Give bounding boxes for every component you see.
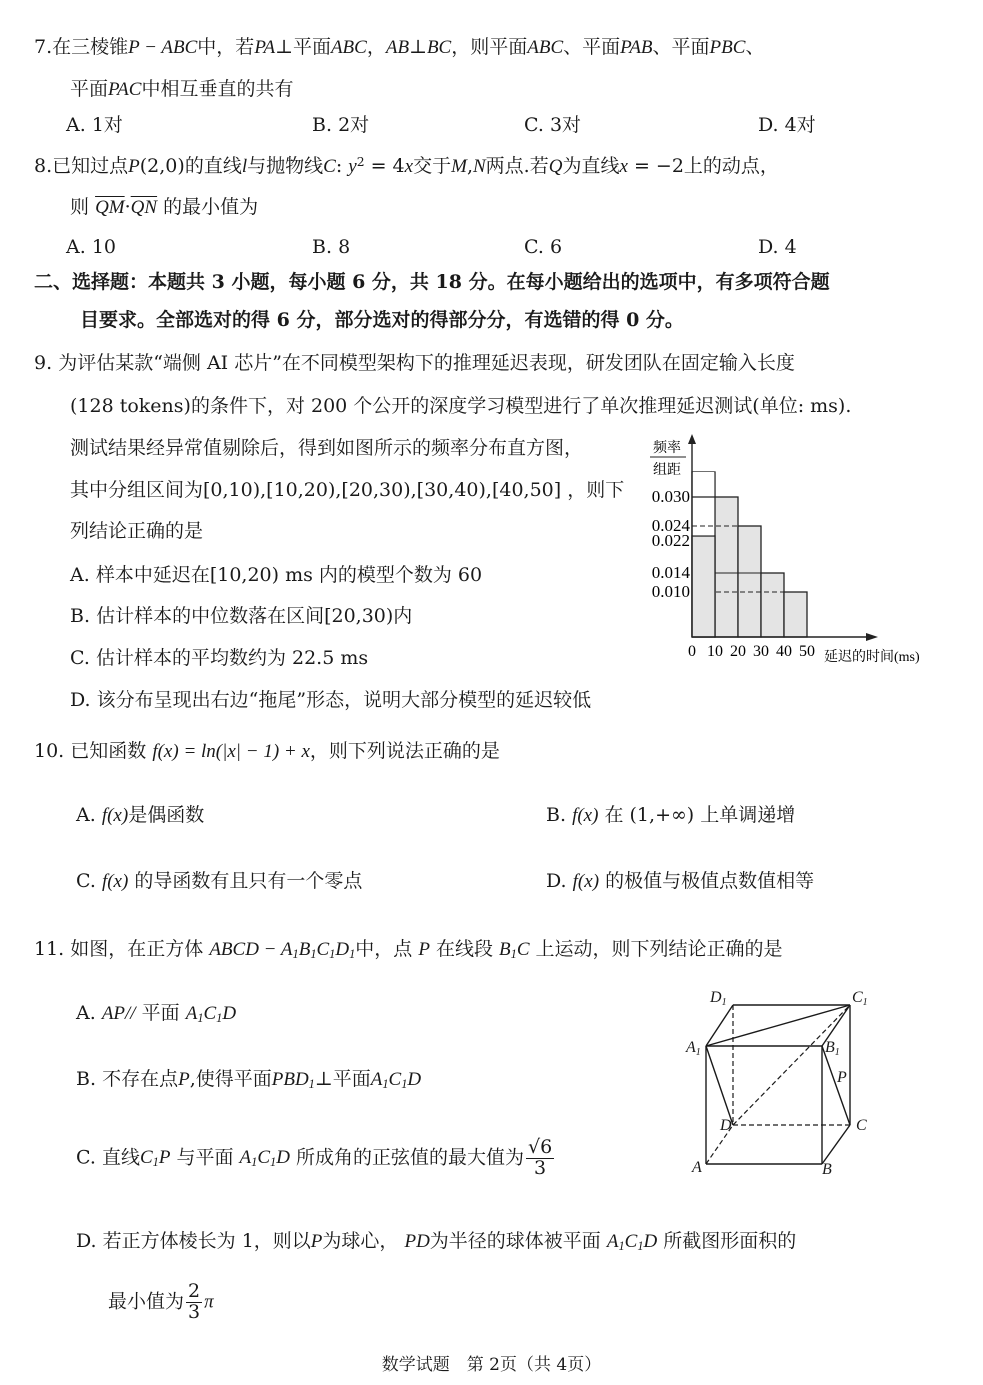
x-tick-0: 0	[688, 643, 696, 660]
x-tick-30: 30	[753, 643, 769, 660]
bar-20-30	[738, 526, 761, 637]
y-tick-0022: 0.022	[651, 531, 690, 550]
fraction-sqrt6-over-3: $\frac{√6}{3}$	[527, 1136, 553, 1179]
q9-option-d: D. 该分布呈现出右边“拖尾”形态，说明大部分模型的延迟较低	[70, 689, 592, 711]
vector-qn: $\overline{QN}$	[130, 197, 158, 218]
q10-option-b: B. f(x) 在 (1,+∞) 上单调递增	[546, 804, 796, 826]
x-tick-40: 40	[776, 643, 792, 660]
function-definition: f(x) = ln(|x| − 1) + x	[152, 741, 310, 762]
q9-stem-line4: 其中分组区间为[0,10),[10,20),[20,30),[30,40),[40,50] ，则下	[70, 479, 625, 501]
q10-option-d: D. f(x) 的极值与极值点数值相等	[546, 870, 815, 892]
q7-stem-line2: 平面PAC中相互垂直的共有	[70, 78, 294, 100]
q9-option-a: A. 样本中延迟在[10,20) ms 内的模型个数为 60	[70, 564, 483, 586]
x-tick-20: 20	[730, 643, 746, 660]
label-a1: A1	[686, 1039, 701, 1058]
q7-stem-line1: 7.在三棱锥P − ABC中，若PA⊥平面ABC，AB⊥BC，则平面ABC、平面PAB、平面PBC、	[34, 36, 765, 58]
section-2-line1: 二、选择题：本题共 3 小题，每小题 6 分，共 18 分。在每小题给出的选项中，有多项符合题	[34, 271, 830, 293]
label-c: C	[856, 1117, 867, 1134]
q9-stem-line2: (128 tokens)的条件下，对 200 个公开的深度学习模型进行了单次推理延迟测试(单位: ms).	[70, 395, 852, 417]
q7-option-c: C. 3对	[524, 114, 582, 136]
q7-option-a: A. 1对	[66, 114, 123, 136]
q9-option-b: B. 估计样本的中位数落在区间[20,30)内	[70, 605, 413, 627]
q11-option-d-line1: D. 若正方体棱长为 1，则以P为球心， PD为半径的球体被平面 $A_1C_1D$ 所截图形面积的	[76, 1230, 797, 1254]
x-axis-label: 延迟的时间(ms)	[824, 650, 920, 665]
y-tick-0010: 0.010	[651, 582, 690, 601]
q9-option-c: C. 估计样本的平均数约为 22.5 ms	[70, 647, 369, 669]
label-a: A	[692, 1159, 702, 1176]
q10-stem: 10. 已知函数 f(x) = ln(|x| − 1) + x，则下列说法正确的是	[34, 740, 500, 762]
label-b1: B1	[825, 1039, 840, 1058]
q11-stem: 11. 如图，在正方体 ABCD − $A_1B_1C_1D_1$中，点 P 在线段 $B_1C$ 上运动，则下列结论正确的是	[34, 938, 783, 962]
cube-figure	[660, 980, 890, 1180]
page-footer: 数学试题 第 2页（共 4页）	[381, 1355, 602, 1375]
q9-stem-line1: 9. 为评估某款“端侧 AI 芯片”在不同模型架构下的推理延迟表现，研发团队在固定输入长度	[34, 352, 795, 374]
bar-40-50	[784, 592, 807, 637]
y-axis-label-top: 频率	[653, 441, 681, 456]
label-b: B	[822, 1161, 832, 1178]
q11-option-c: C. 直线$C_1P$ 与平面 $A_1C_1D$ 所成角的正弦值的最大值为 $\frac{√6}{3}$	[76, 1136, 553, 1179]
y-tick-0014: 0.014	[651, 563, 690, 582]
q7-option-d: D. 4对	[758, 114, 816, 136]
label-c1: C1	[852, 989, 868, 1008]
q11-option-b: B. 不存在点P,使得平面$PBD_1\perp$平面$A_1C_1D$	[76, 1068, 422, 1092]
frequency-histogram	[620, 430, 960, 680]
q10-option-c: C. f(x) 的导函数有且只有一个零点	[76, 870, 363, 892]
vector-qm: $\overline{QM}$	[95, 197, 125, 218]
bar-30-40	[761, 573, 784, 637]
x-tick-50: 50	[799, 643, 815, 660]
q11-option-a: A. AP// 平面 $A_1C_1D$	[76, 1002, 237, 1026]
q8-option-c: C. 6	[524, 236, 563, 258]
q9-stem-line5: 列结论正确的是	[70, 520, 204, 542]
q8-option-a: A. 10	[66, 236, 116, 258]
section-2-line2: 目要求。全部选对的得 6 分，部分选对的得部分分，有选错的得 0 分。	[80, 309, 684, 331]
q7-option-b: B. 2对	[312, 114, 370, 136]
x-tick-10: 10	[707, 643, 723, 660]
label-d1: D1	[710, 989, 727, 1008]
q8-stem-line2: 则 $\overline{QM}\cdot\overline{QN}$ 的最小值为	[70, 196, 259, 218]
label-d: D	[720, 1117, 732, 1134]
q8-stem-line1: 8.已知过点P(2,0)的直线l与抛物线C: $y^2 = 4x$交于M,N两点.若Q为直线x = −2上的动点，	[34, 155, 779, 178]
q8-option-d: D. 4	[758, 236, 797, 258]
y-axis-label-bottom: 组距	[653, 463, 681, 478]
bar-10-20	[715, 497, 738, 637]
q9-stem-line3: 测试结果经异常值剔除后，得到如图所示的频率分布直方图，	[70, 437, 584, 459]
y-tick-0024: 0.024	[651, 516, 690, 535]
label-p: P	[837, 1069, 847, 1086]
fraction-2-over-3: $\frac{2}{3}$	[188, 1280, 201, 1323]
q8-option-b: B. 8	[312, 236, 351, 258]
y-tick-0030: 0.030	[651, 487, 690, 506]
q11-option-d-line2: 最小值为 $\frac{2}{3}$ π	[108, 1280, 214, 1323]
q10-option-a: A. f(x)是偶函数	[76, 804, 205, 826]
